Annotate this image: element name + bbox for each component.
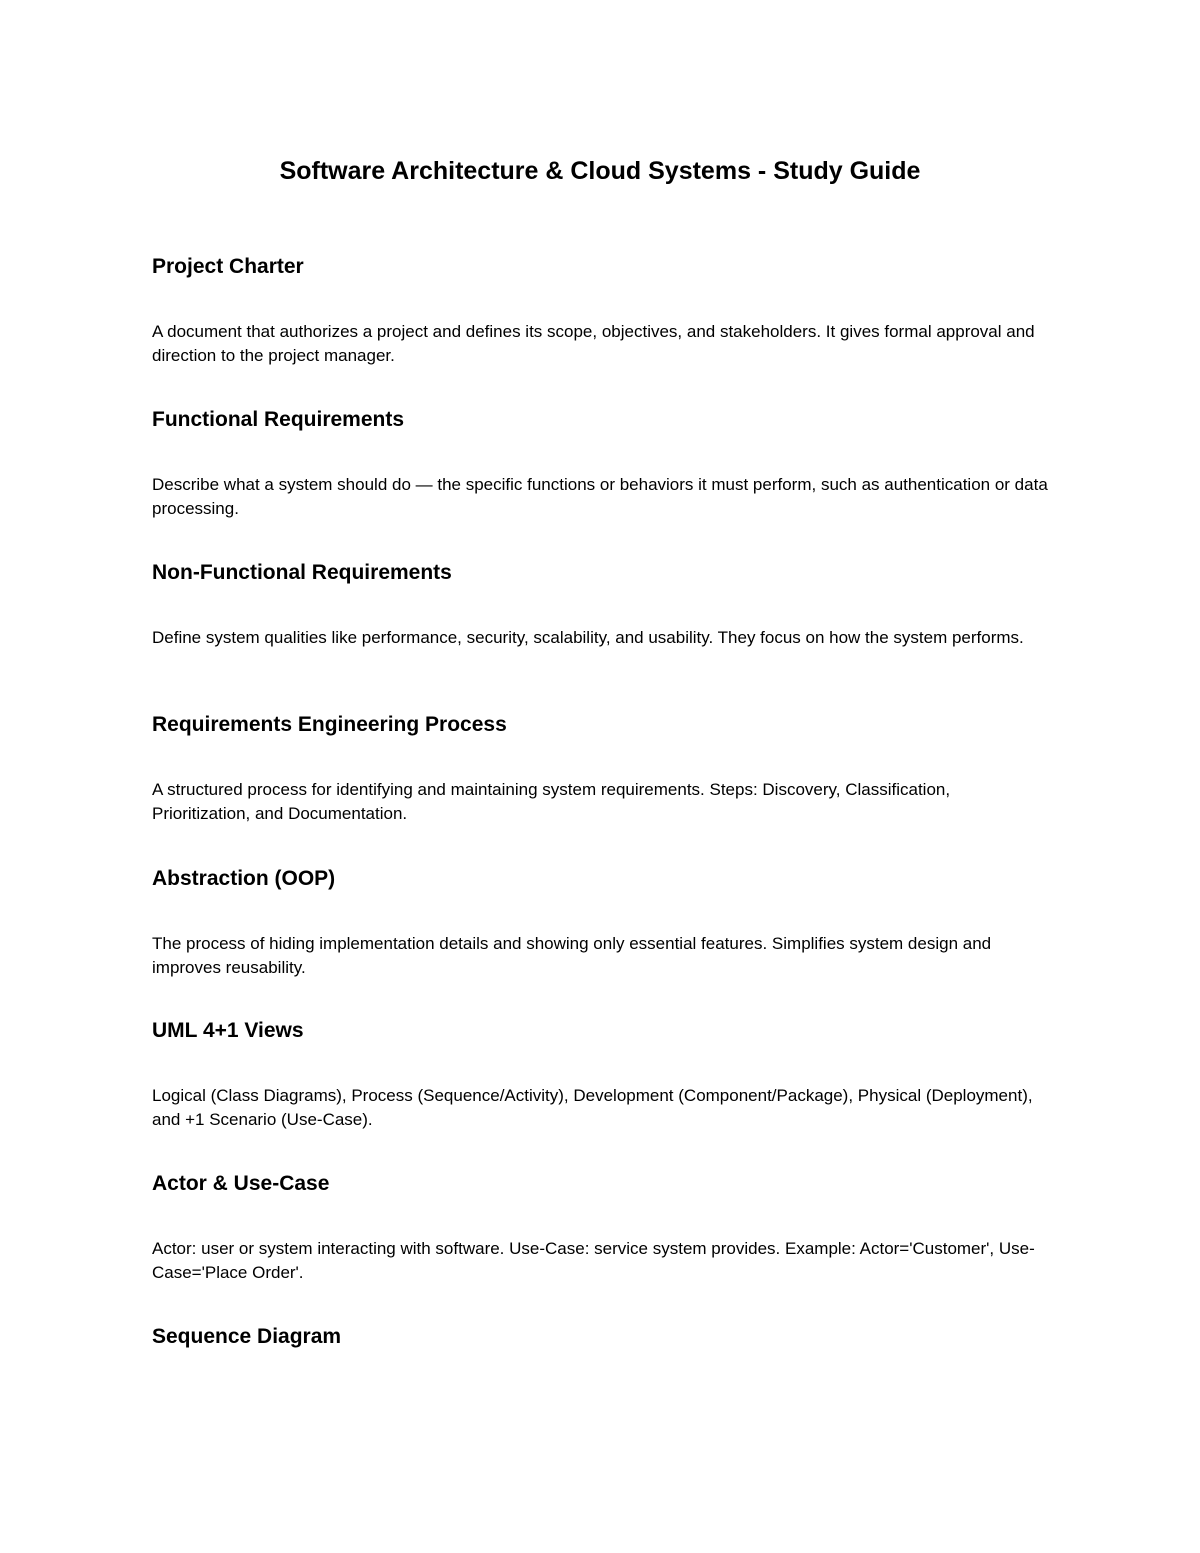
section-body: A document that authorizes a project and defines its scope, objectives, and stakeholders. It gives formal approval and direction to the project manager. <box>152 322 1035 365</box>
section-actor-use-case <box>152 1170 1052 1285</box>
section-heading: Actor & Use-Case <box>152 1172 330 1195</box>
section-non-functional-requirements <box>152 559 1052 650</box>
section-body: Describe what a system should do — the specific functions or behaviors it must perform, such as authentication or data processing. <box>152 475 1048 518</box>
section-heading: Non-Functional Requirements <box>152 561 452 584</box>
section-requirements-engineering-process <box>152 711 1052 826</box>
section-heading: Requirements Engineering Process <box>152 713 507 736</box>
section-uml-views <box>152 1017 1052 1132</box>
section-project-charter <box>152 253 1052 368</box>
document-title: Software Architecture & Cloud Systems - Study Guide <box>279 157 921 185</box>
section-body: Logical (Class Diagrams), Process (Sequence/Activity), Development (Component/Package), Physical (Deployment), and +1 Scenario (Use-Case). <box>152 1086 1033 1129</box>
section-heading: UML 4+1 Views <box>152 1019 304 1042</box>
section-heading: Abstraction (OOP) <box>152 867 336 890</box>
section-body: Define system qualities like performance, security, scalability, and usability. They focus on how the system performs. <box>152 628 1024 647</box>
section-body: Actor: user or system interacting with software. Use-Case: service system provides. Example: Actor='Customer', Use-Case='Place Order'. <box>152 1239 1035 1282</box>
section-sequence-diagram <box>152 1323 1052 1351</box>
section-heading: Project Charter <box>152 255 304 278</box>
section-heading: Sequence Diagram <box>152 1325 342 1348</box>
section-abstraction-oop <box>152 865 1052 980</box>
section-body: A structured process for identifying and maintaining system requirements. Steps: Discovery, Classification, Prioritization, and Documentation. <box>152 780 951 823</box>
section-body: The process of hiding implementation details and showing only essential features. Simplifies system design and improves reusability. <box>152 934 992 977</box>
section-functional-requirements <box>152 406 1052 521</box>
section-heading: Functional Requirements <box>152 408 405 431</box>
